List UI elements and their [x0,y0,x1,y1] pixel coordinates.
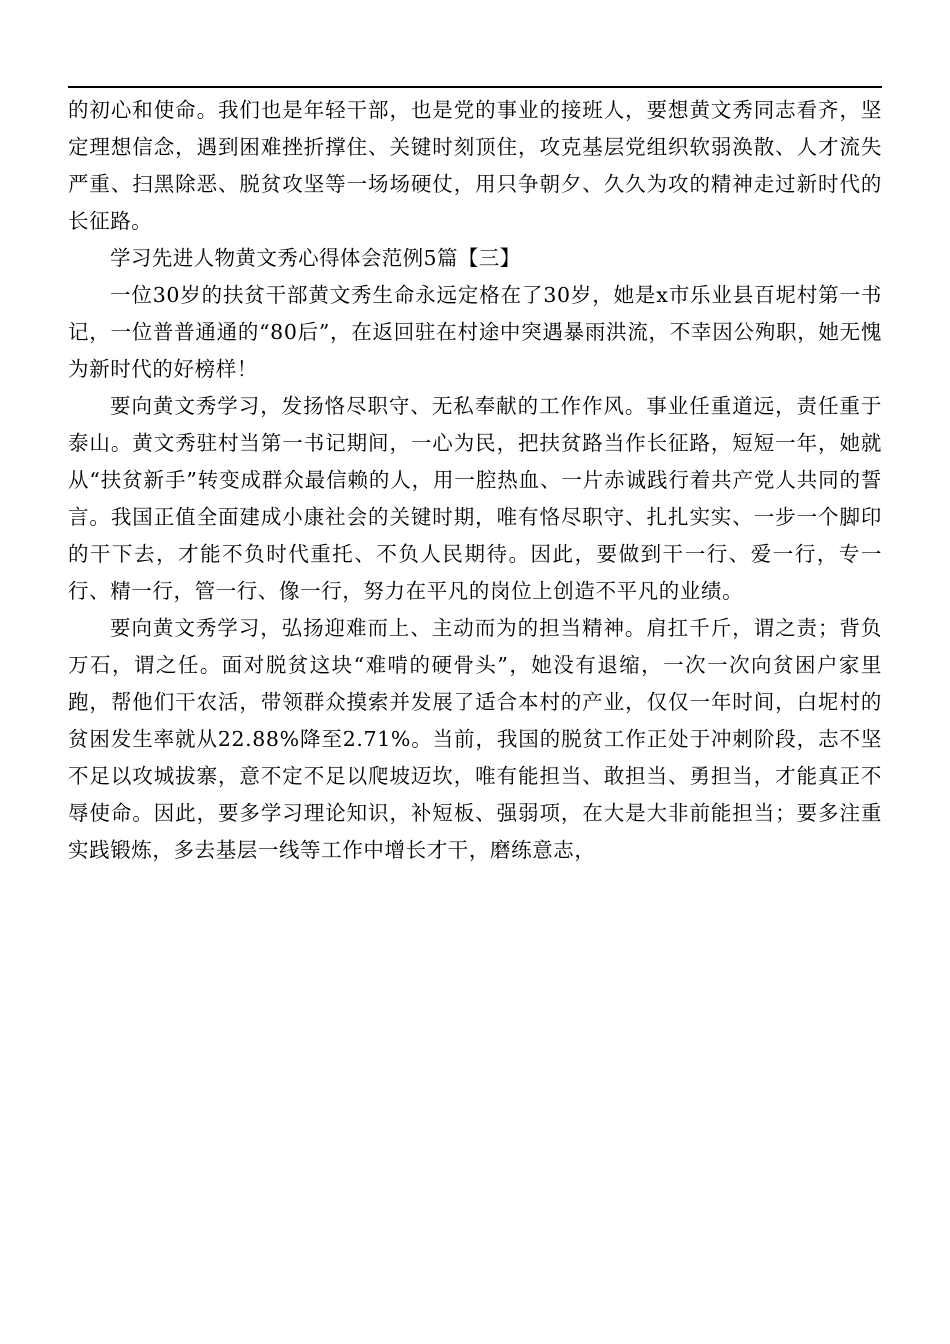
section-heading: 学习先进人物黄文秀心得体会范例5篇【三】 [110,246,521,270]
paragraph-responsibility: 要向黄文秀学习，弘扬迎难而上、主动而为的担当精神。肩扛千斤，谓之责；背负万石，谓之任。面对脱贫这块“难啃的硬骨头”，她没有退缩，一次一次向贫困户家里跑，帮他们干农活，带领群众摸索并发展了适合本村的产业，仅仅一年时间，白坭村的贫困发生率就从22.88%降至2.71%。当前，我国的脱贫工作正处于冲刺阶段，志不坚不足以攻城拔寨，意不定不足以爬坡迈坎，唯有能担当、敢担当、勇担当，才能真正不辱使命。因此，要多学习理论知识，补短板、强弱项，在大是大非前能担当；要多注重实践锻炼，多去基层一线等工作中增长才干，磨练意志， [68,616,882,862]
paragraph-intro: 一位30岁的扶贫干部黄文秀生命永远定格在了30岁，她是x市乐业县百坭村第一书记，一位普普通通的“80后”，在返回驻在村途中突遇暴雨洪流，不幸因公殉职，她无愧为新时代的好榜样！ [68,283,882,381]
document-body [68,92,882,869]
paragraph-continuation: 的初心和使命。我们也是年轻干部，也是党的事业的接班人，要想黄文秀同志看齐，坚定理想信念，遇到困难挫折撑住、关键时刻顶住，攻克基层党组织软弱涣散、人才流失严重、扫黑除恶、脱贫攻坚等一场场硬仗，用只争朝夕、久久为攻的精神走过新时代的长征路。 [68,98,882,233]
header-rule [68,86,882,88]
paragraph-dedication: 要向黄文秀学习，发扬恪尽职守、无私奉献的工作作风。事业任重道远，责任重于泰山。黄文秀驻村当第一书记期间，一心为民，把扶贫路当作长征路，短短一年，她就从“扶贫新手”转变成群众最信赖的人，用一腔热血、一片赤诚践行着共产党人共同的誓言。我国正值全面建成小康社会的关键时期，唯有恪尽职守、扎扎实实、一步一个脚印的干下去，才能不负时代重托、不负人民期待。因此，要做到干一行、爱一行，专一行、精一行，管一行、像一行，努力在平凡的岗位上创造不平凡的业绩。 [68,394,882,603]
